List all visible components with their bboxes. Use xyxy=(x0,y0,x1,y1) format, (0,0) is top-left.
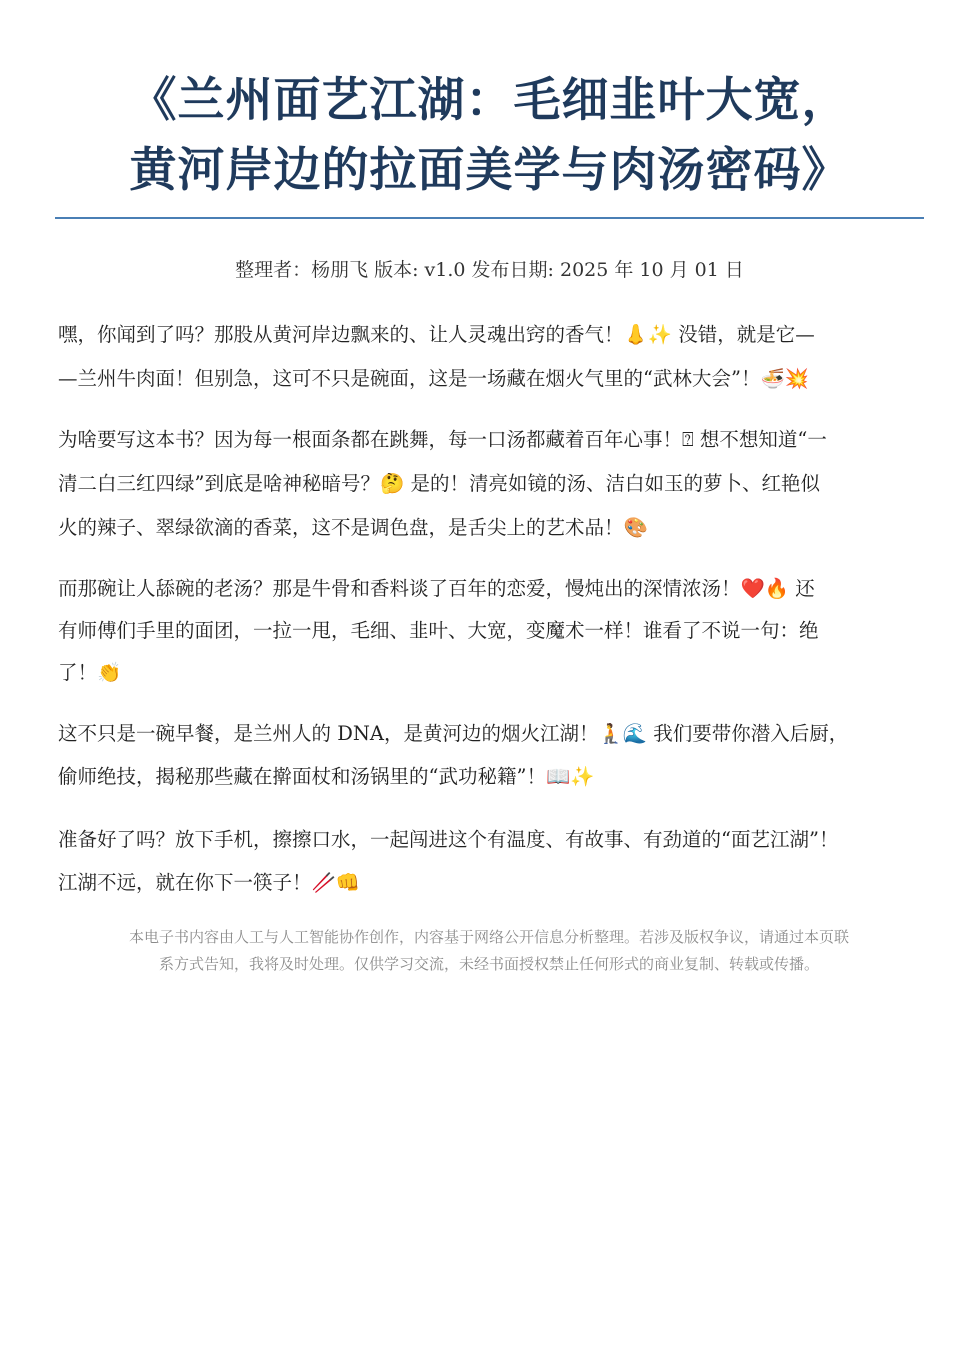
page-title xyxy=(55,66,924,206)
paragraph-line: 了！👏 xyxy=(58,661,122,684)
title-line-2: 黄河岸边的拉面美学与肉汤密码》 xyxy=(129,143,850,198)
paragraph-line: 为啥要写这本书？因为每一根面条都在跳舞，每一口汤都藏着百年心事！⍰ 想不想知道“一 xyxy=(58,428,827,451)
title-line-1: 《兰州面艺江湖：毛细韭叶大宽， xyxy=(129,73,850,128)
disclaimer-line-1: 本电子书内容由人工与人工智能协作创作，内容基于网络公开信息分析整理。若涉及版权争议，请通过本页联 xyxy=(128,928,849,946)
paragraph-4 xyxy=(58,712,920,798)
paragraph-line: —兰州牛肉面！但别急，这可不只是碗面，这是一场藏在烟火气里的“武林大会”！🍜💥 xyxy=(58,367,809,390)
paragraph-line: 清二白三红四绿”到底是啥神秘暗号？🤔 是的！清亮如镜的汤、洁白如玉的萝卜、红艳似 xyxy=(58,472,820,495)
disclaimer-line-2: 系方式告知，我将及时处理。仅供学习交流，未经书面授权禁止任何形式的商业复制、转载或传播。 xyxy=(158,955,819,973)
paragraph-line: 而那碗让人舔碗的老汤？那是牛骨和香料谈了百年的恋爱，慢炖出的深情浓汤！❤️🔥 还 xyxy=(58,577,815,600)
paragraph-5 xyxy=(58,818,920,904)
title-divider xyxy=(55,217,924,219)
document-meta: 整理者：杨朋飞 版本: v1.0 发布日期: 2025 年 10 月 01 日 xyxy=(235,259,744,281)
paragraph-line: 这不只是一碗早餐，是兰州人的 DNA，是黄河边的烟火江湖！🧎🌊 我们要带你潜入后厨， xyxy=(58,722,849,745)
paragraph-line: 江湖不远，就在你下一筷子！🥢👊 xyxy=(58,871,361,894)
copyright-disclaimer xyxy=(58,924,920,978)
paragraph-line: 嘿，你闻到了吗？那股从黄河岸边飘来的、让人灵魂出窍的香气！👃✨ 没错，就是它— xyxy=(58,323,815,346)
paragraph-line: 有师傅们手里的面团，一拉一甩，毛细、韭叶、大宽，变魔术一样！谁看了不说一句：绝 xyxy=(58,619,819,642)
paragraph-line: 偷师绝技，揭秘那些藏在擀面杖和汤锅里的“武功秘籍”！📖✨ xyxy=(58,765,595,788)
paragraph-1 xyxy=(58,313,920,401)
paragraph-3 xyxy=(58,568,920,694)
paragraph-line: 火的辣子、翠绿欲滴的香菜，这不是调色盘，是舌尖上的艺术品！🎨 xyxy=(58,516,648,539)
paragraph-line: 准备好了吗？放下手机，擦擦口水，一起闯进这个有温度、有故事、有劲道的“面艺江湖”！ xyxy=(58,828,839,851)
paragraph-2 xyxy=(58,418,920,550)
